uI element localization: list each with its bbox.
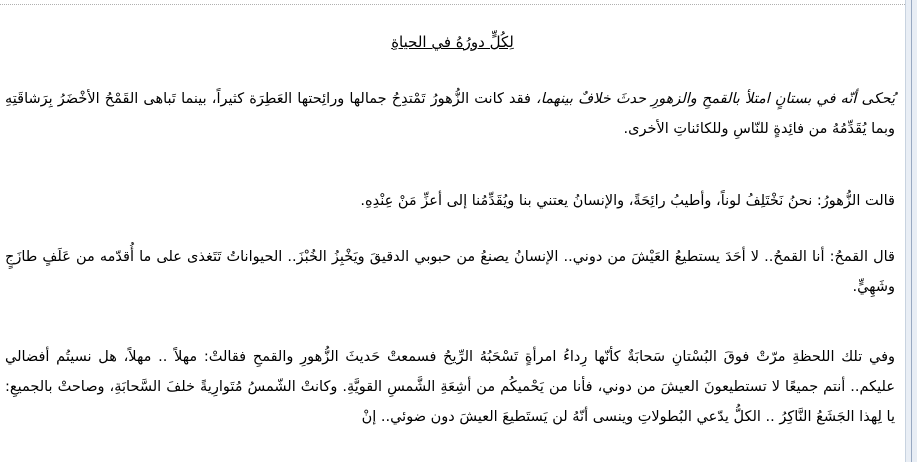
paragraph-4-text: وفي تلك اللحظةِ مرّتْ فوقَ البُسْتانِ سَحابَةٌ كأنّها رِداءُ امرأةٍ تَسْحَبُهُ الرِّيحُ فسمعتْ حَديثَ الزُّهورِ والقمحِ فقالتْ: مهلاً .. مهلاً، هل نسيتُم أفضالي عليكم.. أنتم جميعًا لا تستطيعونَ العيشَ من دوني، فأنا من يَحْميكُم من أشِعَةِ الشَّمسِ القويَّةِ. وكانتْ الشّمسُ مُتَوارِيةً خلفَ السَّحابَةِ، وصاحتْ بالجميعِ: يا لِهذا الجَشَعُ النَّاكِرُ .. الكلُّ يدّعي البُطولاتِ وينسى أنّهُ لن يَستَطيعَ العيشَ دون ضوئي.. إنْ (5, 349, 895, 425)
paragraph-2-text: قالت الزُّهورُ: نحنُ نَخْتَلِفُ لوناً، وأطيبُ رائِحَةً، والإنسانُ يعتني بنا ويُقَدِّمُنا إلى أعزِّ مَنْ عِنْدِهِ. (360, 193, 895, 209)
paragraph-1 (5, 84, 895, 144)
paragraph-3-text: قال القمحُ: أنا القمحُ.. لا أحَدَ يستطيعُ العَيْشَ من دوني.. الإنسانُ يصنعُ من حبوبي الدقيقَ ويَخْبِزُ الخُبْزَ.. الحيواناتُ تَتَغذى على ما أُقدّمه من عَلَفٍ طازَجٍ وشَهِيٍّ. (5, 249, 895, 295)
document-title: لِكُلٍّ دورُهُ في الحياةِ (391, 33, 514, 51)
paragraph-4 (5, 342, 895, 432)
paragraph-3 (5, 242, 895, 302)
paragraph-2 (5, 186, 895, 216)
scrollbar-track-line (911, 0, 912, 462)
paragraph-1-text: فقد كانت الزُّهورُ تَمْتدِحُ جمالها ورائِحتها العَطِرَة كثيراً، بينما تَباهى القَمْحُ الأخْضَرُ بِرَشاقَتِهِ وبما يُقَدِّمُهُ من فائِدةٍ للنّاسِ وللكائناتِ الأخرى. (5, 91, 895, 137)
paragraph-1-italic-lead: يُحكى أنّه في بستانٍ امتلأ بالقمحِ والزهورِ حدثَ خلافٌ بينهما، (536, 91, 896, 107)
